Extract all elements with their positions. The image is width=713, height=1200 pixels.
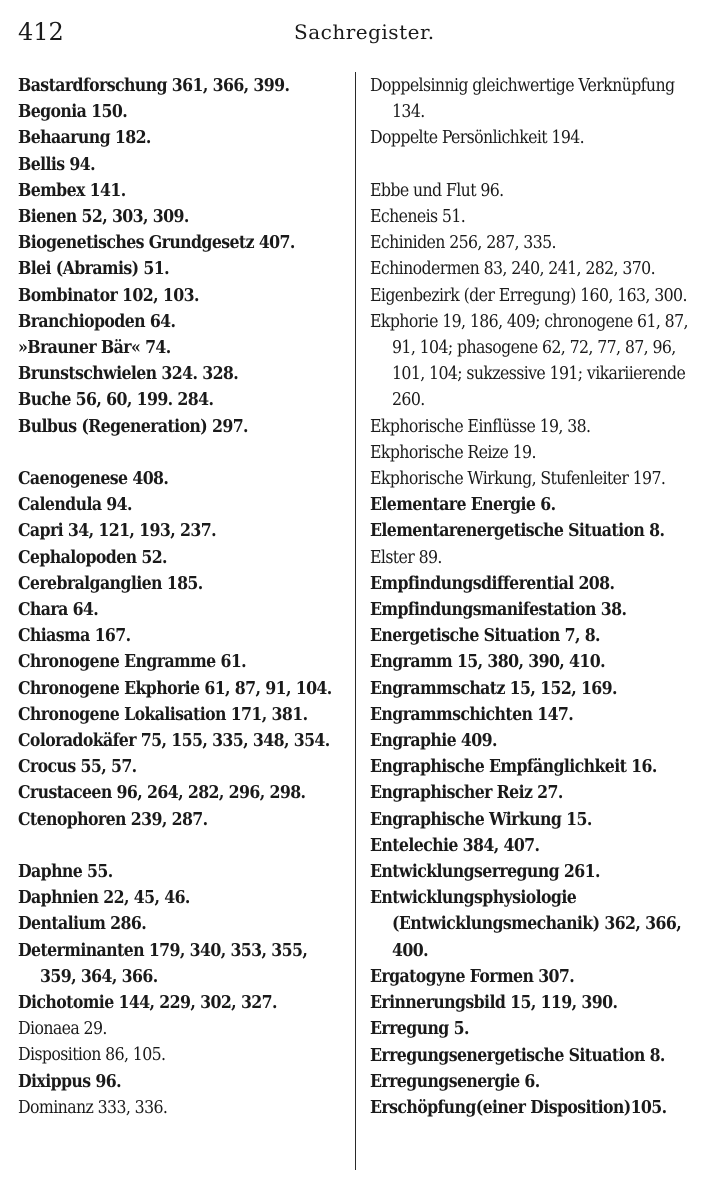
index-entry: Branchiopoden 64. — [18, 311, 176, 332]
index-entry: Engraphische Empfänglichkeit 16. — [370, 757, 657, 778]
index-entry: Erschöpfung(einer Disposition)105. — [370, 1097, 667, 1118]
index-entry: Cephalopoden 52. — [18, 547, 167, 568]
index-entry: Engraphische Wirkung 15. — [370, 809, 592, 830]
index-entry: Coloradokäfer 75, 155, 335, 348, 354. — [18, 731, 330, 752]
index-entry: Dixippus 96. — [18, 1071, 121, 1092]
index-entry: Entwicklungserregung 261. — [370, 862, 600, 883]
index-entry: Ctenophoren 239, 287. — [18, 809, 208, 830]
index-column-right — [370, 73, 700, 1121]
index-entry: Bulbus (Regeneration) 297. — [18, 416, 248, 437]
index-entry: Erinnerungsbild 15, 119, 390. — [370, 993, 618, 1014]
index-entry: Chara 64. — [18, 600, 99, 621]
column-divider — [355, 72, 356, 1170]
index-entry: Elster 89. — [370, 547, 442, 568]
index-entry: Bembex 141. — [18, 180, 126, 201]
index-entry: Dionaea 29. — [18, 1019, 107, 1040]
index-entry: Caenogenese 408. — [18, 469, 169, 490]
index-entry: Cerebralganglien 185. — [18, 573, 203, 594]
index-entry: Ekphorische Wirkung, Stufenleiter 197. — [370, 469, 666, 490]
index-entry: Dichotomie 144, 229, 302, 327. — [18, 993, 277, 1014]
index-entry: Capri 34, 121, 193, 237. — [18, 521, 216, 542]
index-entry: Chronogene Ekphorie 61, 87, 91, 104. — [18, 678, 332, 699]
index-entry: Brunstschwielen 324. 328. — [18, 364, 239, 385]
index-entry: Energetische Situation 7, 8. — [370, 626, 600, 647]
index-entry: Doppelsinnig gleichwertige Verknüpfung 134. — [370, 76, 675, 123]
index-entry: Engrammschichten 147. — [370, 704, 574, 725]
index-entry: Eigenbezirk (der Erregung) 160, 163, 300. — [370, 285, 687, 306]
index-entry: Engrammschatz 15, 152, 169. — [370, 678, 617, 699]
index-entry: Chronogene Engramme 61. — [18, 652, 247, 673]
index-entry: Engramm 15, 380, 390, 410. — [370, 652, 605, 673]
index-entry: Bienen 52, 303, 309. — [18, 207, 189, 228]
index-entry: Erregungsenergie 6. — [370, 1071, 540, 1092]
index-entry: Ekphorische Reize 19. — [370, 442, 536, 463]
index-column-left — [18, 73, 348, 1121]
index-entry: Empfindungsmanifestation 38. — [370, 600, 627, 621]
index-entry: Ergatogyne Formen 307. — [370, 966, 575, 987]
index-entry: Behaarung 182. — [18, 128, 151, 149]
index-entry: Chiasma 167. — [18, 626, 131, 647]
index-entry: Chronogene Lokalisation 171, 381. — [18, 704, 308, 725]
index-entry: Elementarenergetische Situation 8. — [370, 521, 665, 542]
index-entry: »Brauner Bär« 74. — [18, 338, 171, 359]
index-entry: Echeneis 51. — [370, 207, 466, 227]
index-entry: Ekphorische Einflüsse 19, 38. — [370, 416, 591, 437]
index-entry: Doppelte Persönlichkeit 194. — [370, 128, 585, 149]
index-entry: Echinodermen 83, 240, 241, 282, 370. — [370, 259, 656, 280]
index-entry: Entelechie 384, 407. — [370, 835, 540, 856]
index-entry: Ekphorie 19, 186, 409; chronogene 61, 87, 91, 104; phasogene 62, 72, 77, 87, 96, 101, 104; sukzessive 191; vikariierende 260. — [370, 311, 688, 411]
index-entry: Engraphie 409. — [370, 731, 497, 752]
index-entry: Buche 56, 60, 199. 284. — [18, 390, 214, 411]
index-entry: Empfindungsdifferential 208. — [370, 573, 615, 594]
index-entry: Biogenetisches Grundgesetz 407. — [18, 233, 295, 254]
index-entry: Daphne 55. — [18, 862, 113, 883]
index-entry: Bellis 94. — [18, 154, 95, 175]
index-entry: Calendula 94. — [18, 495, 132, 516]
index-entry: Ebbe und Flut 96. — [370, 180, 504, 201]
index-entry: Crustaceen 96, 264, 282, 296, 298. — [18, 783, 306, 804]
index-entry: Begonia 150. — [18, 102, 128, 123]
index-entry: Entwicklungsphysiologie (Entwicklungsmechanik) 362, 366, 400. — [370, 888, 682, 961]
index-entry: Echiniden 256, 287, 335. — [370, 233, 556, 254]
index-entry: Bastardforschung 361, 366, 399. — [18, 76, 290, 96]
index-entry: Crocus 55, 57. — [18, 757, 137, 778]
index-entry: Daphnien 22, 45, 46. — [18, 888, 190, 909]
index-entry: Erregungsenergetische Situation 8. — [370, 1045, 665, 1066]
index-entry: Determinanten 179, 340, 353, 355, 359, 364, 366. — [18, 940, 308, 987]
index-entry: Erregung 5. — [370, 1019, 469, 1040]
running-head: Sachregister. — [294, 20, 435, 44]
index-entry: Bombinator 102, 103. — [18, 285, 199, 306]
index-entry: Disposition 86, 105. — [18, 1045, 166, 1066]
index-entry: Elementare Energie 6. — [370, 495, 556, 516]
index-entry: Dominanz 333, 336. — [18, 1097, 168, 1118]
section-gap — [18, 440, 348, 466]
index-entry: Engraphischer Reiz 27. — [370, 783, 563, 804]
page-header — [18, 18, 698, 52]
page-number: 412 — [18, 18, 64, 46]
section-gap — [18, 833, 348, 859]
index-entry: Dentalium 286. — [18, 914, 147, 935]
section-gap — [370, 152, 700, 178]
index-entry: Blei (Abramis) 51. — [18, 259, 169, 280]
